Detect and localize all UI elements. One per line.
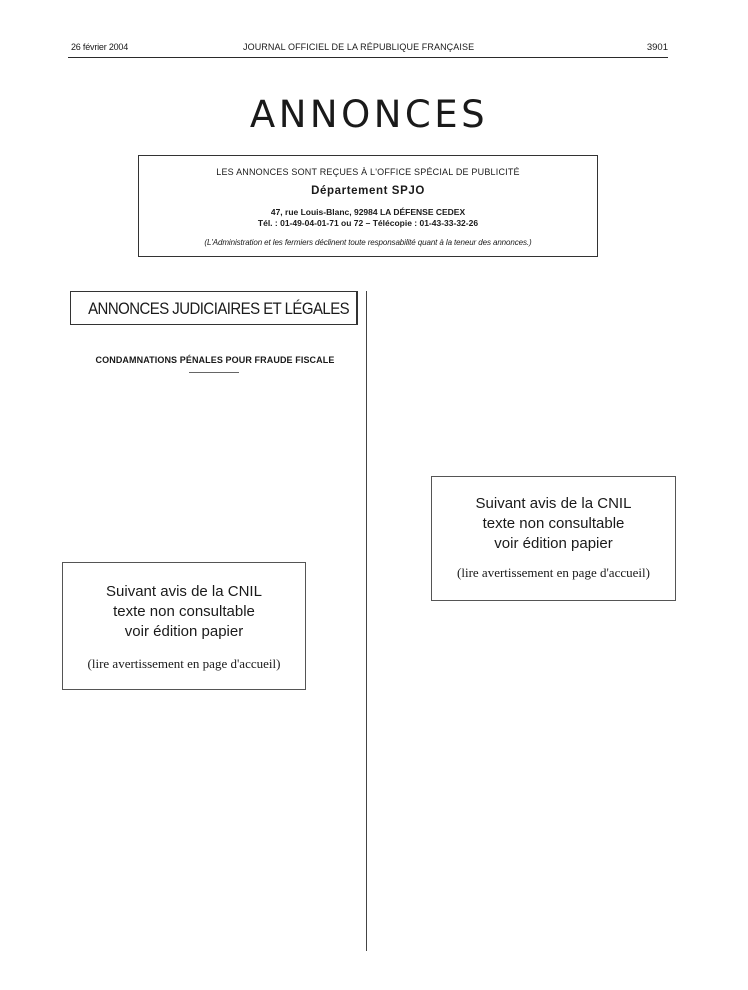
cnil-notice-line: texte non consultable [113,603,255,620]
subsection-rule [189,372,239,373]
column-divider [366,291,367,951]
header-rule [68,57,668,58]
cnil-notice-note: (lire avertissement en page d'accueil) [87,656,281,671]
info-phone: Tél. : 01-49-04-01-71 ou 72 – Télécopie : 01-43-33-32-26 [257,218,479,228]
page-title: ANNONCES [249,93,489,136]
info-reception-line: LES ANNONCES SONT REÇUES À L'OFFICE SPÉCIAL DE PUBLICITÉ [216,167,520,177]
subsection-title: CONDAMNATIONS PÉNALES POUR FRAUDE FISCALE [95,355,335,365]
cnil-notice-line: voir édition papier [494,535,613,552]
cnil-notice-right [431,476,676,601]
header-page-number: 3901 [646,42,668,53]
publisher-info-box [138,155,598,257]
info-disclaimer: (L'Administration et les fermiers déclinent toute responsabilité quant à la teneur des annonces.) [204,238,532,247]
cnil-notice-line: texte non consultable [482,515,625,532]
cnil-notice-left [62,562,306,690]
info-address: 47, rue Louis-Blanc, 92984 LA DÉFENSE CEDEX [270,207,466,217]
cnil-notice-line: Suivant avis de la CNIL [475,495,632,512]
header-journal-title: JOURNAL OFFICIEL DE LA RÉPUBLIQUE FRANÇAISE [243,42,475,52]
cnil-notice-note: (lire avertissement en page d'accueil) [457,565,650,580]
cnil-notice-line: Suivant avis de la CNIL [106,583,262,600]
section-title: ANNONCES JUDICIAIRES ET LÉGALES [88,299,350,318]
cnil-notice-line: voir édition papier [124,623,244,640]
header-date: 26 février 2004 [71,42,129,52]
section-heading-box [70,291,358,325]
info-department: Département SPJO [311,185,425,197]
